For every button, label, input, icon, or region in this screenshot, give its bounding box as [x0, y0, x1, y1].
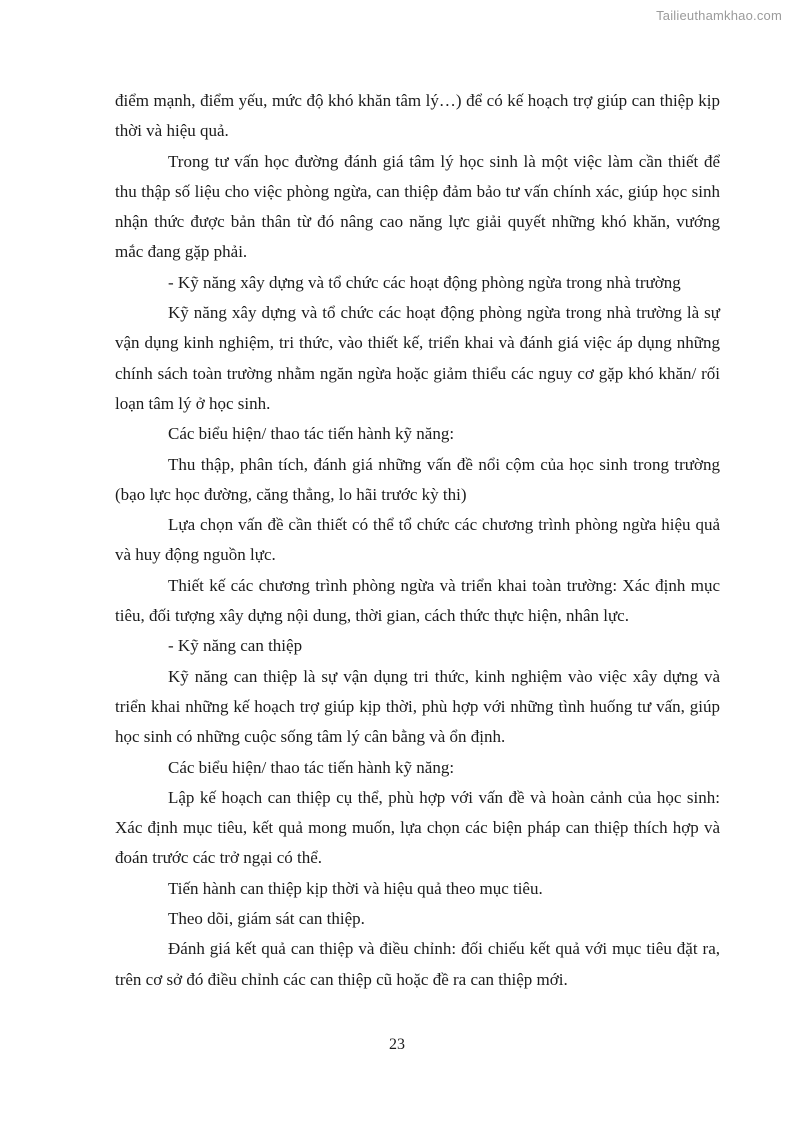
paragraph: - Kỹ năng can thiệp [168, 636, 303, 656]
document-body [115, 86, 720, 995]
paragraph: - Kỹ năng xây dựng và tổ chức các hoạt động phòng ngừa trong nhà trường [168, 272, 681, 292]
paragraph: Kỹ năng xây dựng và tổ chức các hoạt động phòng ngừa trong nhà trường là sự vận dụng kinh nghiệm, tri thức, vào thiết kế, triển khai và đánh giá việc áp dụng những chính sách toàn trường nhằm ngăn ngừa hoặc giảm thiểu các nguy cơ gặp khó khăn/ rối loạn tâm lý ở học sinh. [115, 303, 720, 413]
paragraph: Thiết kế các chương trình phòng ngừa và triển khai toàn trường: Xác định mục tiêu, đối tượng xây dựng nội dung, thời gian, cách thức thực hiện, nhân lực. [115, 575, 720, 626]
paragraph: Theo dõi, giám sát can thiệp. [168, 909, 365, 929]
paragraph: Kỹ năng can thiệp là sự vận dụng tri thức, kinh nghiệm vào việc xây dựng và triển khai những kế hoạch trợ giúp kịp thời, phù hợp với những tình huống tư vấn, giúp học sinh có những cuộc sống tâm lý cân bằng và ổn định. [115, 666, 720, 747]
paragraph: Đánh giá kết quả can thiệp và điều chỉnh: đối chiếu kết quả với mục tiêu đặt ra, trên cơ sở đó điều chỉnh các can thiệp cũ hoặc đề ra can thiệp mới. [115, 939, 720, 989]
paragraph: Các biểu hiện/ thao tác tiến hành kỹ năng: [168, 424, 455, 444]
paragraph: Lựa chọn vấn đề cần thiết có thể tổ chức các chương trình phòng ngừa hiệu quả và huy động nguồn lực. [115, 515, 720, 565]
paragraph: Lập kế hoạch can thiệp cụ thể, phù hợp với vấn đề và hoàn cảnh của học sinh: Xác định mục tiêu, kết quả mong muốn, lựa chọn các biện pháp can thiệp thích hợp và đoán trước các trở ngại có thể. [115, 787, 720, 868]
watermark-text: Tailieuthamkhao.com [656, 8, 782, 23]
paragraph: Tiến hành can thiệp kịp thời và hiệu quả theo mục tiêu. [168, 878, 543, 898]
paragraph: Các biểu hiện/ thao tác tiến hành kỹ năng: [168, 757, 455, 777]
paragraph: điểm mạnh, điểm yếu, mức độ khó khăn tâm lý…) để có kế hoạch trợ giúp can thiệp kịp thời và hiệu quả. [115, 91, 720, 141]
paragraph: Trong tư vấn học đường đánh giá tâm lý học sinh là một việc làm cần thiết để thu thập số liệu cho việc phòng ngừa, can thiệp đảm bảo tư vấn chính xác, giúp học sinh nhận thức được bản thân từ đó nâng cao năng lực giải quyết những khó khăn, vướng mắc đang gặp phải. [115, 151, 720, 262]
paragraph: Thu thập, phân tích, đánh giá những vấn đề nổi cộm của học sinh trong trường (bạo lực học đường, căng thẳng, lo hãi trước kỳ thi) [115, 454, 720, 504]
page-number: 23 [389, 1036, 405, 1053]
